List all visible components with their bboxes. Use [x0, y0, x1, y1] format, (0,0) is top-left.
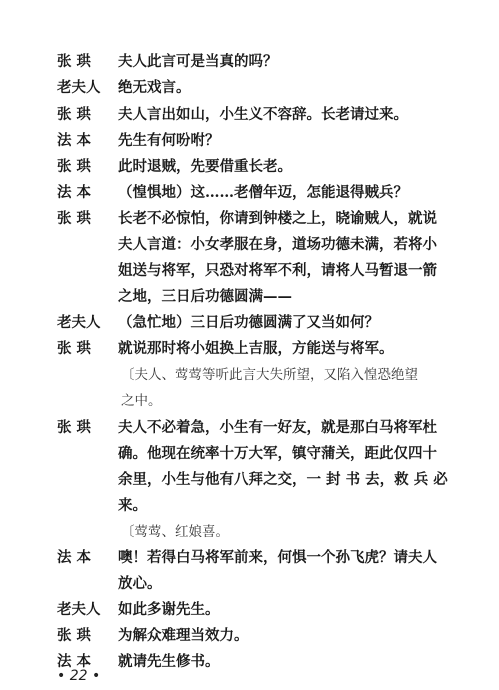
script-line — [0, 468, 499, 492]
script-line — [0, 129, 499, 153]
speaker-name: 张 珙 — [57, 158, 92, 175]
speaker-name: 法 本 — [57, 132, 92, 149]
dialogue-text: 之地，三日后功德圆满—— — [118, 288, 292, 305]
script-line — [0, 416, 499, 440]
dialogue-text: 先生有何吩咐？ — [118, 132, 220, 149]
dialogue-text: 如此多谢先生。 — [118, 601, 220, 618]
stage-direction: 〔莺莺、红娘喜。 — [121, 524, 229, 540]
stage-direction-line — [0, 363, 499, 387]
dialogue-text: 来。 — [118, 497, 147, 514]
script-line — [0, 337, 499, 361]
speaker-name: 法 本 — [57, 184, 92, 201]
dialogue-text: （惶惧地）这……老僧年迈，怎能退得贼兵？ — [118, 184, 408, 201]
speaker-name: 张 珙 — [57, 210, 92, 227]
script-line — [0, 76, 499, 100]
speaker-name: 老夫人 — [57, 601, 101, 618]
dialogue-text: 放心。 — [118, 575, 162, 592]
script-line — [0, 494, 499, 518]
dialogue-text: 此时退贼，先要借重长老。 — [118, 158, 292, 175]
script-line — [0, 598, 499, 622]
speaker-name: 法 本 — [57, 549, 92, 566]
speaker-name: 法 本 — [57, 653, 92, 670]
stage-direction-line — [0, 520, 499, 544]
script-line — [0, 311, 499, 335]
script-line — [0, 103, 499, 127]
speaker-name: 老夫人 — [57, 79, 101, 96]
dialogue-text: 就请先生修书。 — [118, 653, 220, 670]
dialogue-text: 长老不必惊怕，你请到钟楼之上，晓谕贼人，就说 — [118, 210, 437, 227]
dialogue-text: 夫人不必着急，小生有一好友，就是那白马将军杜 — [118, 419, 437, 436]
speaker-name: 张 珙 — [57, 53, 92, 70]
stage-direction: 〔夫人、莺莺等听此言大失所望，又陷入惶恐绝望 — [121, 367, 418, 383]
script-line — [0, 259, 499, 283]
stage-direction: 之中。 — [121, 393, 162, 409]
script-line — [0, 285, 499, 309]
script-line — [0, 181, 499, 205]
script-line — [0, 50, 499, 74]
speaker-name: 张 珙 — [57, 340, 92, 357]
speaker-name: 张 珙 — [57, 106, 92, 123]
dialogue-text: 余里，小生与他有八拜之交，一 封 书 去，救 兵 必 — [118, 471, 448, 488]
speaker-name: 张 珙 — [57, 627, 92, 644]
dialogue-text: 噢！若得白马将军前来，何惧一个孙飞虎？请夫人 — [118, 549, 437, 566]
script-line — [0, 442, 499, 466]
dialogue-text: 夫人此言可是当真的吗？ — [118, 53, 278, 70]
dialogue-text: 为解众难理当效力。 — [118, 627, 249, 644]
script-line — [0, 155, 499, 179]
script-line — [0, 233, 499, 257]
page-number: • 22 • — [57, 668, 101, 684]
dialogue-text: 夫人言道：小女孝服在身，道场功德未满，若将小 — [118, 236, 437, 253]
script-line — [0, 624, 499, 648]
dialogue-text: 姐送与将军，只恐对将军不利，请将人马暂退一箭 — [118, 262, 437, 279]
dialogue-text: 就说那时将小姐换上吉服，方能送与将军。 — [118, 340, 394, 357]
script-line — [0, 207, 499, 231]
script-line — [0, 546, 499, 570]
script-line — [0, 572, 499, 596]
dialogue-text: 夫人言出如山，小生义不容辞。长老请过来。 — [118, 106, 408, 123]
dialogue-text: 绝无戏言。 — [118, 79, 191, 96]
stage-direction-line — [0, 389, 499, 413]
dialogue-text: （急忙地）三日后功德圆满了又当如何？ — [118, 314, 379, 331]
dialogue-text: 确。他现在统率十万大军，镇守蒲关，距此仅四十 — [118, 445, 437, 462]
speaker-name: 老夫人 — [57, 314, 101, 331]
speaker-name: 张 珙 — [57, 419, 92, 436]
